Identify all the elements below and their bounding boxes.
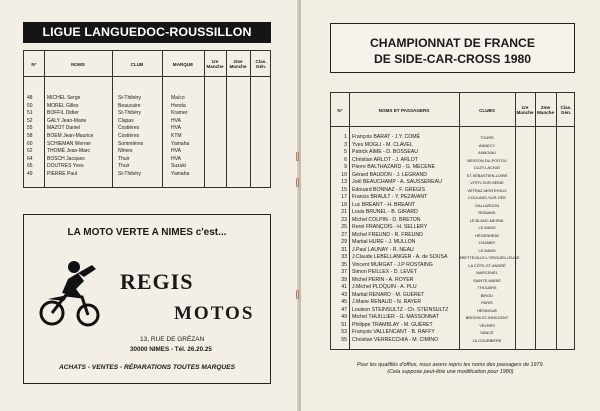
table-header [331,93,574,127]
row-num: 62 [27,148,33,155]
row-club: SAINTE-MARIE [473,277,501,283]
row-club: BRISON-ST-INNOCENT [465,315,509,320]
championship-title-line-2: DE SIDE-CAR-CROSS 1980 [373,52,532,66]
row-crew: Vincent MURGAT - J.P ROSTAING [352,261,433,268]
row-num: 51 [341,321,347,328]
row-club: ROMANS [478,210,496,215]
table-row [331,202,574,209]
row-num: 45 [341,299,347,305]
row-num: 10 [341,171,347,178]
row-marque: HVA [171,117,181,124]
header-num: N° [31,61,37,67]
table-row [331,247,574,254]
row-name: GALY Jean-Marie [47,117,87,124]
row-num: 6 [344,156,347,163]
table-row [331,142,574,149]
row-crew: Philippe TRAMBLAY - M. GUÉRET [352,321,433,328]
row-name: PIERRE Paul [47,171,78,177]
championship-title-line-1: CHAMPIONNAT DE FRANCE [370,36,535,50]
row-club: St-Thibéry [118,171,142,177]
row-club: St-Thibéry [118,110,142,117]
row-crew: Yves MOGLI - M. CLAVEL [352,141,413,148]
row-marque: Yamaha [171,140,190,147]
row-crew: Patrick AIME - D. BOSSEAU [352,149,419,155]
row-crew: Edouard BONNAZ - F. GREGIS [352,186,425,193]
ad-city-phone: 30000 NIMES - Tél. 26.20.25 [130,346,212,353]
header-manche-1: 1re Manche [206,59,224,69]
table-row [331,179,574,186]
row-club: BIROLI [480,292,494,298]
row-name: DOUTRES Yves [47,163,84,170]
row-crew: Joël BEAUCHAMP - A. SAUSSEREAU [352,179,442,185]
row-crew: J.Claude LEBELLANGER - A. de SOUSA [352,254,448,260]
row-club: LA CÔTE-ST-ANDRÉ [468,262,506,268]
header-manche-1: 1re Manche [516,105,534,115]
row-club: Beaucaire [118,102,141,109]
row-club: HÉSINGUE [476,307,498,313]
row-num: 21 [341,209,347,215]
row-num: 55 [27,125,33,132]
row-club: Clapas [118,117,134,124]
table-row [24,163,270,170]
ad-brand-motos: MOTOS [174,303,255,324]
row-crew: J.Michel PLOQUIN - A. PLU [352,284,417,290]
header-classement: Clas. Gén. [560,105,572,115]
staple [296,290,299,299]
row-crew: Michel COLPIN - D. BRETON [352,216,421,223]
row-num: 65 [27,163,33,170]
row-num: 64 [27,155,33,162]
row-club: THOUARS [477,285,497,290]
row-marque: Honda [171,102,186,109]
header-manche-2: 2me Manche [229,59,247,69]
row-club: LE MANS [478,247,496,253]
row-crew: Luc BREANT - H. BREANT [352,201,416,208]
row-crew: Michel PERIN - A. ROYER [352,276,414,283]
row-name: THOMÉ Jean-Marc [47,148,91,155]
table-row [24,103,270,110]
table-row [24,95,270,102]
row-num: 23 [341,216,347,223]
table-row [331,217,574,224]
ad-brand-regis: REGIS [120,269,194,294]
row-club: Thuir [118,163,130,170]
staple [296,178,299,187]
row-marque: HVA [171,125,181,132]
motocross-rider-icon [38,255,100,329]
row-crew: Simon PEILLEX - D. LEVET [352,269,417,275]
row-marque: HVA [171,155,181,162]
row-club: MARCENEL [476,270,498,275]
row-name: BOEM Jean-Maurice [47,133,94,139]
row-marque: HVA [171,148,181,155]
row-num: 50 [27,102,33,109]
row-crew: François BARAT - J.Y. COMÉ [352,134,421,140]
row-num: 17 [341,194,347,200]
table-row [331,164,574,171]
row-crew: Martial HURE - J. MULLON [352,239,416,245]
header-num: N° [337,107,343,113]
table-header [24,51,270,77]
row-name: MOREL Gilles [47,102,79,109]
row-club: LE MANS [478,225,496,230]
header-names: NOMS ET PASSAGERS [378,107,430,113]
row-num: 13 [341,179,347,185]
row-club: St-Thibéry [118,95,142,101]
row-num: 31 [341,246,347,253]
row-club: VETRAZ-MONTHOUX [467,187,507,193]
row-num: 29 [341,239,347,245]
row-num: 48 [27,95,33,101]
row-num: 35 [341,261,347,268]
table-row [331,224,574,231]
row-crew: J.Marie RENAUD - N. RAYER [352,299,422,305]
row-club: LA COURBIÈRE [472,337,502,343]
header-clubs: CLUBS [479,107,495,113]
row-marque: Yamaha [171,171,190,177]
row-num: 25 [341,224,347,230]
table-row [24,133,270,140]
table-row [24,148,270,155]
row-num: 27 [341,231,347,238]
row-club: Costières [118,125,140,132]
table-row [331,187,574,194]
table-row [331,157,574,164]
row-crew: Gérard BAUDON - J. LEGRAND [352,171,427,178]
row-club: PARIS [481,300,493,305]
row-crew: Louis BRUNEL - B. GIRARD [352,209,418,215]
row-club: SANCÉ [480,330,494,335]
row-crew: Michel THUILLIER - G. MASSONNAT [352,314,439,320]
row-club: COULANS-SUR-GÉE [468,195,506,200]
table-row [331,329,574,336]
row-name: MAZOT Daniel [47,125,80,132]
row-num: 5 [344,149,347,155]
row-club: GALLARDON [475,202,499,208]
row-marque: Suzuki [171,163,187,170]
row-club: VITRY-SUR-SEINE [470,180,504,185]
row-crew: Michel FREUND - R. FREUND [352,231,423,238]
table-row [331,337,574,344]
row-club: ANNOIAU [478,150,496,155]
row-club: ANNECY [478,142,496,148]
footnote-line-1: Pour les qualifiés d'office, nous avons repris les noms des passagers de 1979. [356,362,545,368]
table-row [24,110,270,117]
table-row [331,209,574,216]
row-crew: Pierre BALTHAZARD - G. MECENE [352,164,435,170]
ad-headline: LA MOTO VERTE A NIMES c'est... [67,227,227,238]
league-title: LIGUE LANGUEDOC-ROUSSILLON [23,22,271,43]
right-page [301,0,600,411]
table-row [331,277,574,284]
row-num: 60 [27,140,33,147]
row-num: 47 [341,306,347,313]
row-club: ST-SÉBASTIEN-LOIRE [466,172,508,178]
row-club: TOURS [480,135,494,140]
row-num: 3 [344,141,347,148]
row-num: 37 [341,269,347,275]
row-num: 43 [341,291,347,298]
row-club: Thuir [118,155,130,162]
table-row [331,239,574,246]
table-row [24,125,270,132]
header-names: NOMS [71,61,85,67]
row-crew: J.Paul LAUNAY - R. NEAU [352,246,414,253]
championship-title-box [330,23,575,73]
row-club: YÈVRES [479,322,495,328]
table-row [331,254,574,261]
row-num: 49 [341,314,347,320]
row-marque: Kramer [171,110,188,117]
row-club: Nîmes [118,148,133,155]
table-row [331,314,574,321]
row-club: Sommières [118,140,144,147]
table-row [331,322,574,329]
table-row [331,232,574,239]
header-marque: MARQUE [172,61,194,67]
row-crew: Christian ARLOT - J. ARLOT [352,156,418,163]
league-results-table [23,50,271,188]
row-num: 58 [27,133,33,139]
table-row [24,141,270,148]
row-num: 15 [341,186,347,193]
row-marque: KTM [171,133,182,139]
row-crew: Christian VERRECCHIA - M. CIMINO [352,336,439,343]
table-row [331,284,574,291]
row-num: 33 [341,254,347,260]
regis-motos-advertisement [23,214,271,384]
row-club: LE BLANC-MESNIL [469,217,505,223]
table-row [331,262,574,269]
row-club: HÉGENHEIM [475,232,499,238]
ad-address: 13, RUE DE GRÉZAN [140,336,205,343]
row-num: 55 [341,336,347,343]
table-row [24,156,270,163]
header-classement: Clas. Gén. [255,59,267,69]
table-row [24,171,270,178]
row-num: 49 [27,171,33,177]
row-num: 52 [27,117,33,124]
row-crew: Louison STEINSULTZ - Ch. STEINSULTZ [352,306,449,313]
footnote-line-2: (Cela suppose peut-être une modification pour 1980) [387,369,514,375]
footnote [301,362,600,376]
staple [296,152,299,161]
row-num: 51 [27,110,33,117]
row-name: BOSCH Jacques [47,155,85,162]
ad-slogan: ACHATS - VENTES - RÉPARATIONS TOUTES MARQUES [58,364,236,371]
row-club: BRETTEVILLE-L'ORGUEILLEUSE [459,255,520,260]
row-marque: Maïco [171,95,185,101]
row-crew: René FRANÇOIS - H. SELLERY [352,224,428,230]
table-row [331,299,574,306]
row-num: 1 [344,134,347,140]
table-row [331,292,574,299]
row-club: Costières [118,133,140,139]
row-name: SCHIEMAN Werner [47,140,92,147]
row-club: CUZY-LACHAT [473,165,501,170]
header-club: CLUB [130,61,144,67]
row-crew: Martial RENARD - M. GUERET [352,291,425,298]
table-row [331,149,574,156]
table-row [24,118,270,125]
row-name: MICHEL Serge [47,95,81,101]
row-num: 9 [344,164,347,170]
table-row [331,307,574,314]
header-manche-2: 2me Manche [536,105,555,115]
table-row [331,134,574,141]
row-crew: François VALLENCANT - B. RAFFY [352,329,435,335]
row-num: 18 [341,201,347,208]
table-row [331,194,574,201]
row-num: 41 [341,284,347,290]
table-row [331,269,574,276]
row-num: 39 [341,276,347,283]
left-page [0,0,299,411]
sidecar-entries-table [330,92,575,350]
row-crew: Francis BRAULT - Y. PEZAVANT [352,194,428,200]
row-club: CHAMBY [478,240,496,245]
table-row [331,172,574,179]
row-club: BESSON-DU-POITOU [467,157,507,163]
row-name: BOFFIL Didier [47,110,79,117]
row-num: 53 [341,329,347,335]
